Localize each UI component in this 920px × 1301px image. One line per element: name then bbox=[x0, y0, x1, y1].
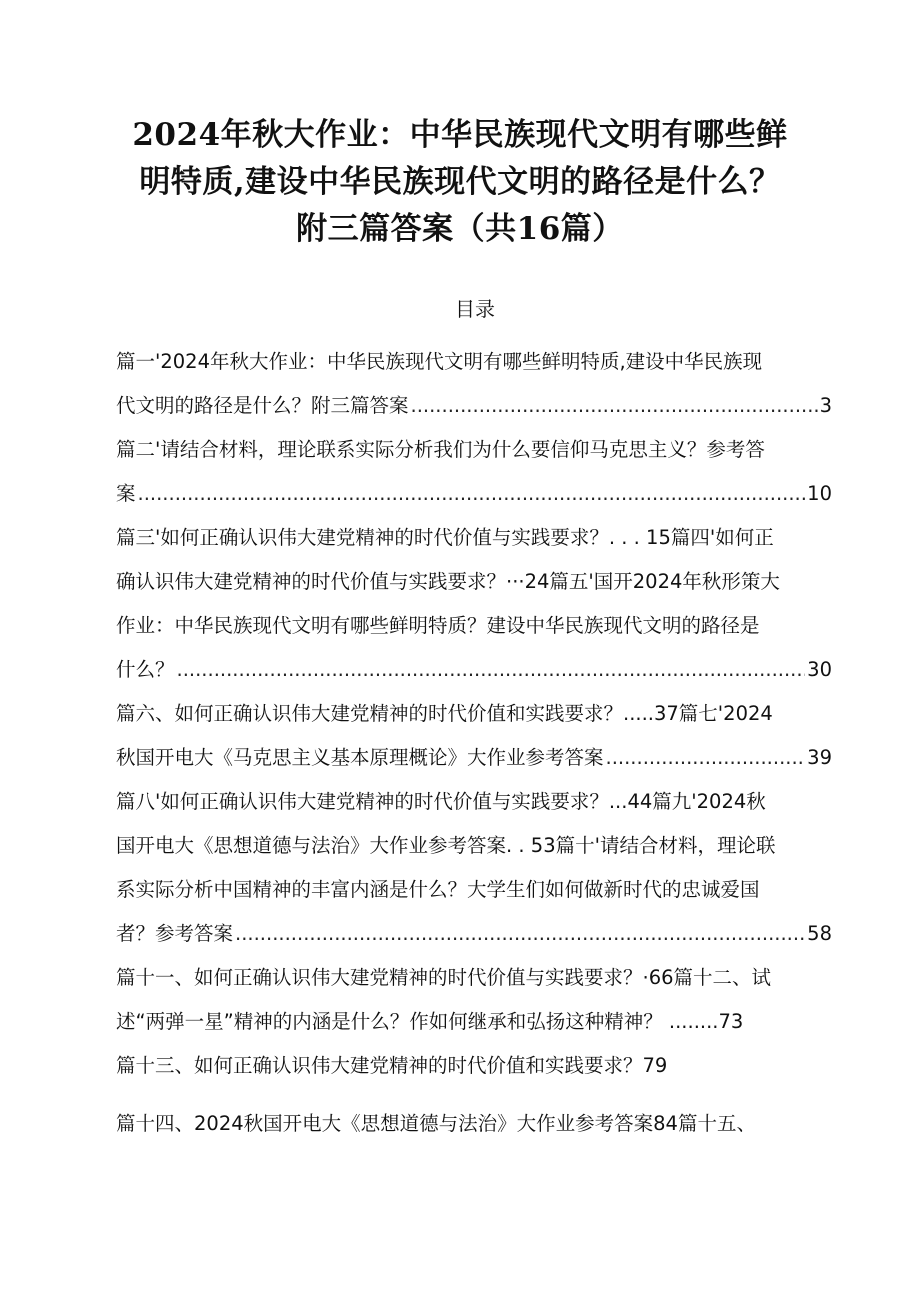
toc-line[interactable]: 篇二'请结合材料，理论联系实际分析我们为什么要信仰马克思主义？参考答 bbox=[116, 438, 765, 461]
leader-dots bbox=[411, 384, 818, 428]
document-title bbox=[100, 112, 820, 253]
toc-line[interactable]: 系实际分析中国精神的丰富内涵是什么？大学生们如何做新时代的忠诚爱国 bbox=[116, 878, 760, 901]
page-number: 30 bbox=[807, 658, 832, 681]
toc-line[interactable]: 代文明的路径是什么？附三篇答案 ..... 3 bbox=[116, 384, 832, 428]
toc-heading: 目录 bbox=[455, 297, 495, 321]
title-line-1: 2024年秋大作业：中华民族现代文明有哪些鲜 bbox=[132, 117, 788, 153]
page-number: 3 bbox=[819, 394, 832, 417]
toc-line[interactable]: 确认识伟大建党精神的时代价值与实践要求？···24篇五'国开2024年秋形策大 bbox=[116, 570, 780, 593]
leader-dots bbox=[235, 912, 805, 956]
page-number: 58 bbox=[807, 922, 832, 945]
toc-line[interactable]: 秋国开电大《马克思主义基本原理概论》大作业参考答案 ..... 39 bbox=[116, 736, 832, 780]
toc-line[interactable]: 篇十四、2024秋国开电大《思想道德与法治》大作业参考答案84篇十五、 bbox=[116, 1112, 756, 1135]
toc-line[interactable]: 篇一'2024年秋大作业：中华民族现代文明有哪些鲜明特质,建设中华民族现 bbox=[116, 350, 763, 373]
toc-line[interactable]: 作业：中华民族现代文明有哪些鲜明特质？建设中华民族现代文明的路径是 bbox=[116, 614, 760, 637]
toc-line[interactable]: 述“两弹一星”精神的内涵是什么？作如何继承和弘扬这种精神？ ........73 bbox=[116, 1010, 744, 1033]
leader-dots bbox=[606, 736, 806, 780]
toc-line[interactable]: 篇八'如何正确认识伟大建党精神的时代价值与实践要求？...44篇九'2024秋 bbox=[116, 790, 766, 813]
toc-line[interactable]: 者？参考答案 ..... 58 bbox=[116, 912, 832, 956]
toc-line[interactable]: 篇三'如何正确认识伟大建党精神的时代价值与实践要求？. . . 15篇四'如何正 bbox=[116, 526, 774, 549]
page-number: 39 bbox=[807, 746, 832, 769]
page-number: 10 bbox=[807, 482, 832, 505]
spacer bbox=[116, 1088, 832, 1102]
toc-line[interactable]: 国开电大《思想道德与法治》大作业参考答案. . 53篇十'请结合材料，理论联 bbox=[116, 834, 776, 857]
toc-line[interactable]: 案 ..... 10 bbox=[116, 472, 832, 516]
leader-dots bbox=[138, 472, 806, 516]
toc-line[interactable]: 篇六、如何正确认识伟大建党精神的时代价值和实践要求？.....37篇七'2024 bbox=[116, 702, 773, 725]
toc-line[interactable]: 篇十三、如何正确认识伟大建党精神的时代价值和实践要求？79 bbox=[116, 1054, 668, 1077]
toc-line[interactable]: 什么？ ..... 30 bbox=[116, 648, 832, 692]
leader-dots bbox=[177, 648, 806, 692]
title-line-2: 明特质,建设中华民族现代文明的路径是什么？ bbox=[139, 164, 781, 200]
toc-line[interactable]: 篇十一、如何正确认识伟大建党精神的时代价值与实践要求？·66篇十二、试 bbox=[116, 966, 772, 989]
title-line-3: 附三篇答案（共16篇） bbox=[296, 211, 624, 247]
table-of-contents bbox=[116, 340, 832, 1146]
